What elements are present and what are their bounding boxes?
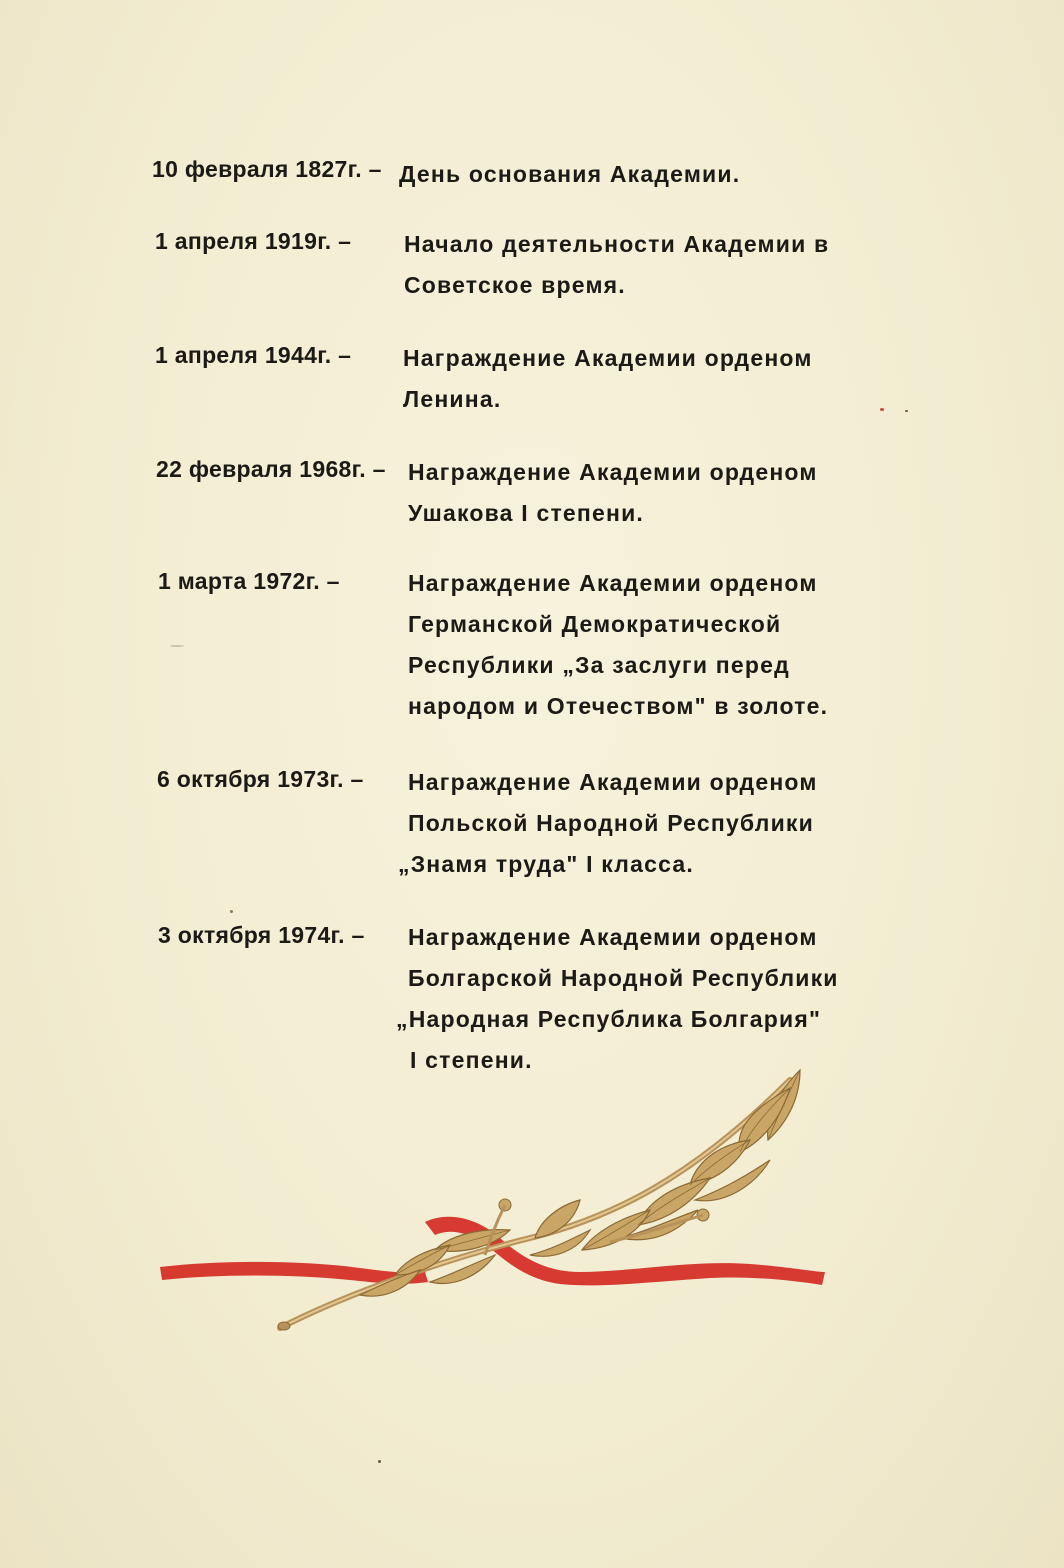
description-line: Польской Народной Республики (408, 810, 814, 836)
description-line: Награждение Академии орденом (408, 570, 818, 596)
paper-speck (880, 408, 884, 411)
laurel-leaves (360, 1070, 800, 1296)
description-line: Начало деятельности Академии в (404, 231, 830, 257)
description-line: I степени. (410, 1047, 533, 1073)
entry-date: 1 апреля 1944г. – (155, 342, 352, 368)
description-line: Награждение Академии орденом (408, 459, 818, 485)
description-line: народом и Отечеством" в золоте. (408, 693, 829, 719)
entry-date: 1 апреля 1919г. – (155, 228, 352, 254)
laurel-stem (280, 1080, 790, 1328)
entry-description (403, 338, 813, 420)
description-line: Награждение Академии орденом (403, 345, 813, 371)
paper-speck (905, 410, 908, 412)
description-line: „Знамя труда" I класса. (398, 851, 694, 877)
entry-date: 6 октября 1973г. – (157, 766, 364, 792)
description-line: Болгарской Народной Республики (408, 965, 839, 991)
description-line: „Народная Республика Болгария" (396, 1006, 822, 1032)
entry-description (398, 762, 818, 885)
paper-speck (230, 910, 233, 913)
entry-date: 10 февраля 1827г. – (152, 156, 382, 182)
entry-description (408, 452, 818, 534)
paper-speck (378, 1460, 381, 1463)
description-line: Германской Демократической (408, 611, 782, 637)
entry-description (408, 563, 828, 727)
description-line: Республики „За заслуги перед (408, 652, 790, 678)
entry-date: 22 февраля 1968г. – (156, 456, 386, 482)
paper-speck (170, 645, 184, 647)
description-line: Награждение Академии орденом (408, 769, 818, 795)
entry-description (396, 917, 839, 1081)
entry-date: 3 октября 1974г. – (158, 922, 365, 948)
entry-date: 1 марта 1972г. – (158, 568, 340, 594)
stem-end (278, 1322, 290, 1330)
description-line: Ленина. (403, 386, 502, 412)
description-line: Награждение Академии орденом (408, 924, 818, 950)
entry-description (399, 156, 740, 192)
description-line: День основания Академии. (399, 161, 741, 187)
description-line: Ушакова I степени. (408, 500, 645, 526)
laurel-branch-ornament (150, 1060, 840, 1340)
description-line: Советское время. (404, 272, 626, 298)
entry-description (404, 224, 829, 306)
